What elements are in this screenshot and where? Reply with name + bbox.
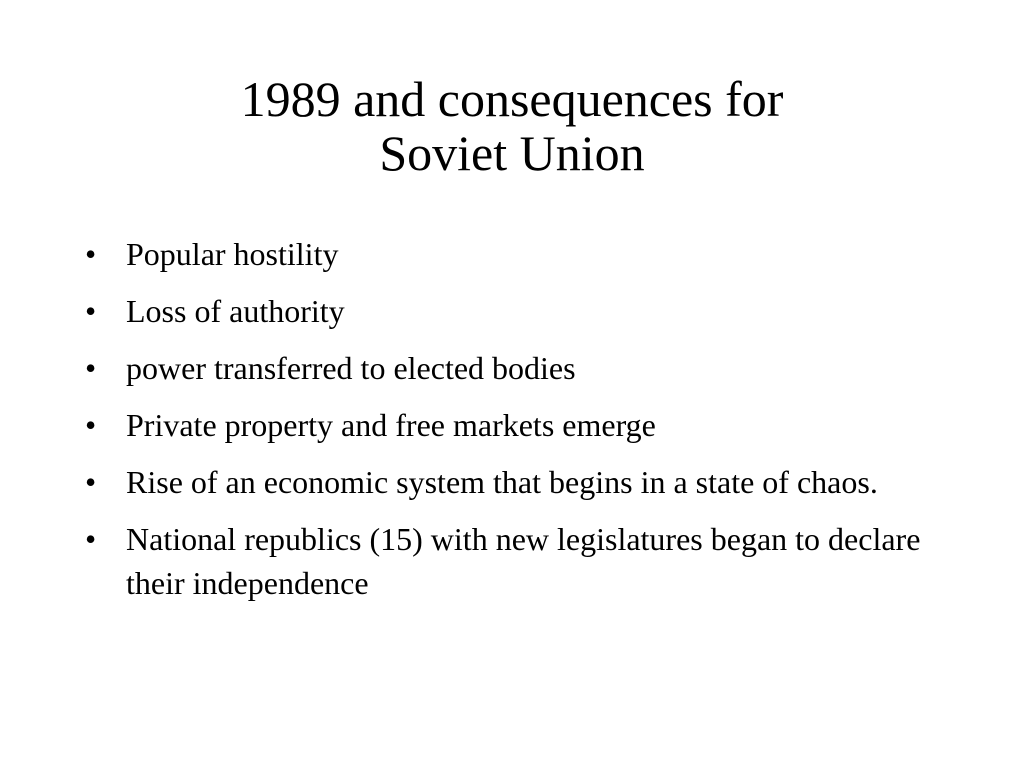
- bullet-icon: •: [85, 407, 97, 443]
- bullet-item: [85, 517, 935, 605]
- slide-title-line-2: Soviet Union: [379, 125, 645, 181]
- bullet-icon: •: [85, 521, 97, 557]
- bullet-list: [85, 232, 935, 618]
- bullet-icon: •: [85, 464, 97, 500]
- slide-title-line-1: 1989 and consequences for: [240, 71, 784, 127]
- bullet-item: [85, 289, 935, 333]
- bullet-text: National republics (15) with new legislatures began to declare their independence: [126, 521, 921, 601]
- bullet-text: Popular hostility: [126, 236, 339, 272]
- bullet-icon: •: [85, 293, 97, 329]
- bullet-text: power transferred to elected bodies: [126, 350, 576, 386]
- bullet-item: [85, 460, 935, 504]
- bullet-text: Loss of authority: [126, 293, 345, 329]
- bullet-text: Rise of an economic system that begins in a state of chaos.: [126, 464, 878, 500]
- bullet-icon: •: [85, 350, 97, 386]
- slide-title: [100, 72, 924, 180]
- bullet-item: [85, 346, 935, 390]
- bullet-item: [85, 232, 935, 276]
- bullet-icon: •: [85, 236, 97, 272]
- bullet-text: Private property and free markets emerge: [126, 407, 656, 443]
- bullet-item: [85, 403, 935, 447]
